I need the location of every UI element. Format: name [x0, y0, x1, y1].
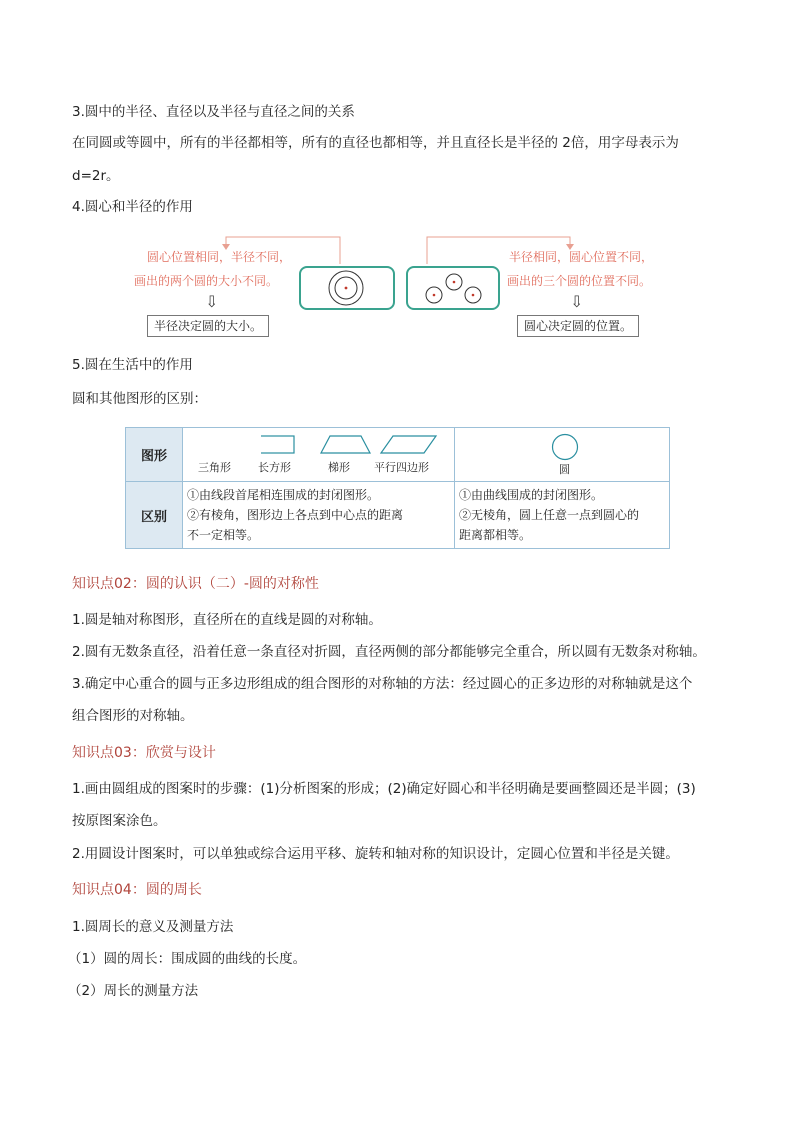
- polygon-difference-line: ②有棱角，图形边上各点到中心点的距离: [187, 508, 404, 522]
- section3-text-line2: d=2r。: [72, 168, 120, 184]
- kp03-title: 知识点03：欣赏与设计: [72, 745, 216, 761]
- circle-difference-line: 距离都相等。: [459, 528, 532, 542]
- kp02-title: 知识点02：圆的认识（二）-圆的对称性: [72, 576, 319, 592]
- concentric-circles-icon: [301, 268, 393, 308]
- kp02-item2: 2.圆有无数条直径，沿着任意一条直径对折圆，直径两侧的部分都能够完全重合，所以圆有无数条对称轴。: [72, 644, 706, 660]
- right-note-line1: 半径相同，圆心位置不同，: [509, 250, 654, 264]
- three-circles-icon: [408, 268, 498, 308]
- kp04-title: 知识点04：圆的周长: [72, 882, 202, 898]
- row-header-shapes: 图形: [126, 428, 183, 482]
- section3-text-line1: 在同圆或等圆中，所有的半径都相等，所有的直径也都相等，并且直径长是半径的 2倍，用字母表示为: [72, 135, 679, 151]
- left-conclusion-box: 半径决定圆的大小。: [147, 315, 269, 337]
- section4-heading: 4.圆心和半径的作用: [72, 199, 193, 215]
- kp02-item3-line2: 组合图形的对称轴。: [72, 708, 194, 724]
- shape-label-triangle: 三角形: [198, 461, 231, 474]
- circle-differences-cell: [455, 482, 670, 549]
- kp04-item1: 1.圆周长的意义及测量方法: [72, 919, 234, 935]
- polygon-difference-line: 不一定相等。: [187, 528, 260, 542]
- left-note-line1: 圆心位置相同，半径不同，: [147, 250, 292, 264]
- section5-heading: 5.圆在生活中的作用: [72, 357, 193, 373]
- left-note-line2: 画出的两个圆的大小不同。: [134, 274, 279, 288]
- left-down-arrow-icon: ⇩: [205, 292, 219, 311]
- three-circles-frame: [406, 266, 500, 310]
- shape-label-parallelogram: 平行四边形: [374, 461, 429, 474]
- table-row-shapes: [126, 428, 670, 482]
- kp02-item1: 1.圆是轴对称图形，直径所在的直线是圆的对称轴。: [72, 612, 382, 628]
- section3-heading: 3.圆中的半径、直径以及半径与直径之间的关系: [72, 104, 355, 120]
- polygon-shapes-cell: [183, 428, 455, 482]
- kp04-sub2: （2）周长的测量方法: [68, 983, 199, 999]
- kp03-item2: 2.用圆设计图案时，可以单独或综合运用平移、旋转和轴对称的知识设计，定圆心位置和半径是关键。: [72, 846, 679, 862]
- row-header-differences: 区别: [126, 482, 183, 549]
- section5-subheading: 圆和其他图形的区别：: [72, 391, 207, 407]
- polygon-difference-line: ①由线段首尾相连围成的封闭图形。: [187, 488, 380, 502]
- kp03-item1-line2: 按原图案涂色。: [72, 813, 167, 829]
- kp04-sub1: （1）圆的周长：围成圆的曲线的长度。: [68, 951, 307, 967]
- right-conclusion-box: 圆心决定圆的位置。: [517, 315, 639, 337]
- trapezoid-icon: [321, 436, 370, 453]
- polygon-differences-cell: [183, 482, 455, 549]
- rectangle-icon: [261, 436, 294, 453]
- shape-label-trapezoid: 梯形: [328, 461, 350, 474]
- kp03-item1-line1: 1.画由圆组成的图案时的步骤：(1)分析图案的形成；(2)确定好圆心和半径明确是要画整圆还是半圆；(3): [72, 781, 696, 797]
- right-note-line2: 画出的三个圆的位置不同。: [507, 274, 652, 288]
- circle-icon: [550, 432, 580, 462]
- circle-difference-line: ①由曲线围成的封闭图形。: [459, 488, 604, 502]
- right-down-arrow-icon: ⇩: [570, 292, 584, 311]
- shape-comparison-table: [125, 427, 670, 549]
- table-row-differences: [126, 482, 670, 549]
- circle-difference-line: ②无棱角，圆上任意一点到圆心的: [459, 508, 640, 522]
- shape-label-rectangle: 长方形: [258, 461, 291, 474]
- concentric-circles-frame: [299, 266, 395, 310]
- center-radius-connectors: [0, 0, 794, 345]
- shape-label-circle: 圆: [559, 463, 570, 476]
- kp02-item3-line1: 3.确定中心重合的圆与正多边形组成的组合图形的对称轴的方法：经过圆心的正多边形的对称轴就是这个: [72, 676, 693, 692]
- polygon-shape-drawings: [261, 434, 441, 458]
- parallelogram-icon: [381, 436, 436, 453]
- circle-shape-cell: [455, 428, 670, 482]
